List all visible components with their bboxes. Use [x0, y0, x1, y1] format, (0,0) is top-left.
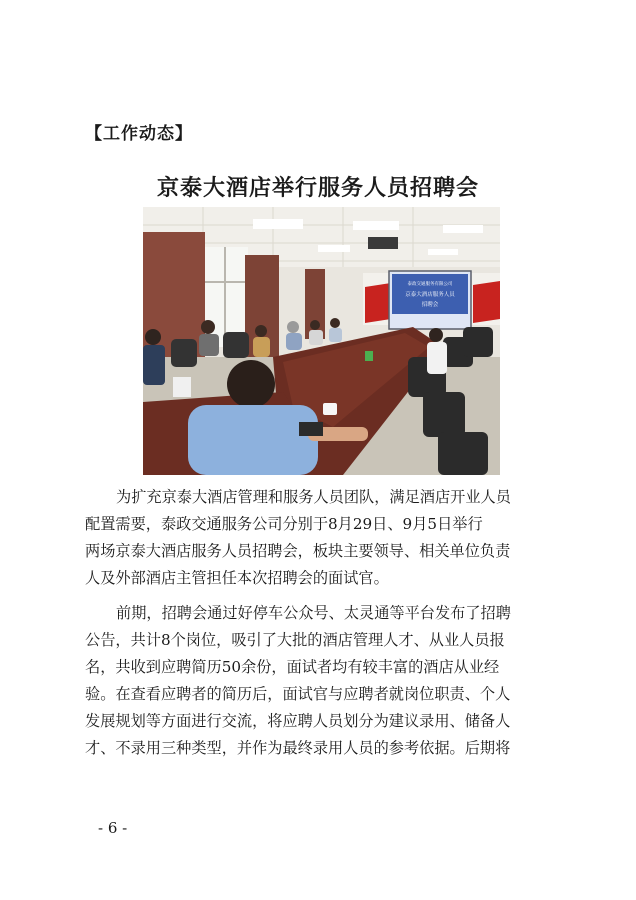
- text-line: 才、不录用三种类型，并作为最终录用人员的参考依据。后期将: [85, 739, 511, 757]
- text-line: 前期，招聘会通过好停车公众号、太灵通等平台发布了招聘: [116, 604, 511, 622]
- section-tag: 【工作动态】: [85, 124, 193, 144]
- text-line: 人及外部酒店主管担任本次招聘会的面试官。: [85, 569, 389, 587]
- text-line: 公告，共计8个岗位，吸引了大批的酒店管理人才、从业人员报: [85, 631, 505, 649]
- paragraph-2: [85, 600, 563, 762]
- meeting-photo: [143, 207, 500, 475]
- page-number: - 6 -: [98, 819, 128, 837]
- screen-line-3: 招聘会: [421, 302, 439, 308]
- text-line: 发展规划等方面进行交流，将应聘人员划分为建议录用、储备人: [85, 712, 511, 730]
- paragraph-1: [85, 484, 563, 592]
- text-line: 验。在查看应聘者的简历后，面试官与应聘者就岗位职责、个人: [85, 685, 511, 703]
- text-line: 配置需要，泰政交通服务公司分别于8月29日、9月5日举行: [85, 515, 483, 533]
- screen-line-1: 泰政交通服务有限公司: [407, 282, 453, 287]
- text-line: 名，共收到应聘简历50余份，面试者均有较丰富的酒店从业经: [85, 658, 500, 676]
- text-line: 为扩充京泰大酒店管理和服务人员团队，满足酒店开业人员: [116, 488, 511, 506]
- article-title: 京泰大酒店举行服务人员招聘会: [156, 175, 479, 201]
- text-line: 两场京泰大酒店服务人员招聘会，板块主要领导、相关单位负责: [85, 542, 511, 560]
- screen-line-2: 京泰大酒店服务人员: [405, 292, 455, 298]
